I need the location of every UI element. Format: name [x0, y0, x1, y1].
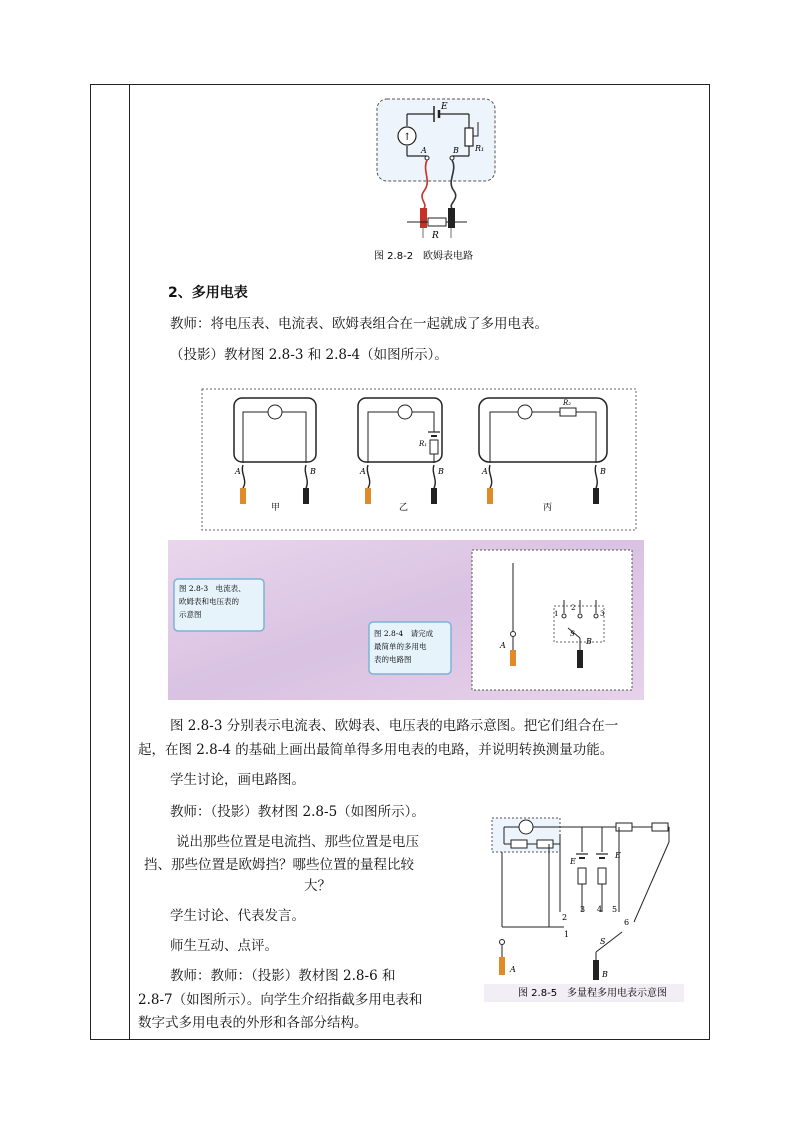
figure-ohmmeter-circuit	[372, 96, 500, 266]
paragraph: 教师：（投影）教材图 2.8-5（如图所示）。	[170, 804, 425, 820]
callout-3-line-3: 示意图	[179, 610, 202, 619]
callout-4-line-1: 图 2.8-4 请完成	[374, 629, 434, 638]
label-e: E	[441, 102, 448, 112]
callout-3-line-2: 欧姆表和电压表的	[179, 597, 239, 606]
paragraph: 学生讨论、代表发言。	[170, 908, 305, 924]
paragraph: 学生讨论，画电路图。	[170, 772, 305, 788]
paragraph: 数字式多用电表的外形和各部分结构。	[138, 1015, 368, 1031]
switch-label-2: 2	[571, 604, 576, 612]
figure-caption: 图 2.8-5 多量程多用电表示意图	[518, 988, 668, 999]
fig-4-terminal-a: A	[500, 641, 506, 650]
switch-label-1: 1	[554, 610, 559, 618]
paragraph: 起，在图 2.8-4 的基础上画出最简单得多用电表的电路，并说明转换测量功能。	[138, 742, 614, 758]
label-a: A	[421, 146, 427, 155]
callout-4-line-2: 最简单的多用电	[374, 642, 427, 651]
svg-text:↑: ↑	[403, 132, 412, 143]
label-e-1: E	[570, 857, 576, 866]
label-6: 6	[624, 918, 630, 927]
label-r2: R₂	[563, 399, 572, 407]
paragraph: 挡、那些位置是欧姆挡？哪些位置的量程比较	[144, 857, 414, 873]
paragraph: 师生互动、点评。	[170, 938, 278, 954]
label-r: R	[432, 231, 439, 241]
section-heading: 2、多用电表	[168, 285, 248, 301]
label-4: 4	[597, 905, 603, 914]
meter-schematics-diagram	[168, 388, 644, 700]
label-b: B	[453, 146, 459, 155]
callout-3-line-1: 图 2.8-3 电流表、	[179, 584, 246, 593]
label-2: 2	[562, 913, 568, 922]
switch-label-3: 3	[600, 610, 605, 618]
figure-caption: 图 2.8-2 欧姆表电路	[374, 251, 474, 262]
paragraph: 说出那些位置是电流挡、那些位置是电压	[176, 834, 419, 850]
ohmmeter-circuit-diagram	[372, 96, 500, 266]
column-divider	[129, 84, 130, 1040]
terminal-a-3: A	[482, 467, 488, 476]
paragraph: 大？	[304, 878, 331, 894]
figure-meter-schematics	[168, 388, 644, 700]
paragraph: （投影）教材图 2.8-3 和 2.8-4（如图所示）。	[170, 347, 448, 363]
label-a: A	[510, 965, 516, 974]
paragraph: 教师：教师：（投影）教材图 2.8-6 和	[170, 968, 396, 984]
paragraph: 图 2.8-3 分别表示电流表、欧姆表、电压表的电路示意图。把它们组合在一	[170, 718, 619, 734]
label-5: 5	[612, 905, 618, 914]
panel-label-1: 甲	[271, 503, 281, 513]
terminal-a-1: A	[235, 467, 241, 476]
label-1: 1	[564, 930, 570, 939]
label-s: S	[600, 937, 606, 946]
panel-label-3: 丙	[543, 503, 553, 513]
switch-label-s: S	[570, 630, 575, 638]
terminal-b-1: B	[310, 467, 316, 476]
label-3: 3	[580, 905, 586, 914]
label-e-2: E	[615, 851, 621, 860]
figure-multirange-meter	[484, 812, 684, 1002]
paragraph: 2.8-7（如图所示）。向学生介绍指截多用电表和	[138, 992, 423, 1008]
panel-label-2: 乙	[399, 503, 409, 513]
multirange-meter-diagram	[484, 812, 684, 1002]
terminal-a-2: A	[360, 467, 366, 476]
paragraph: 教师：将电压表、电流表、欧姆表组合在一起就成了多用电表。	[170, 316, 548, 332]
terminal-b-2: B	[438, 467, 444, 476]
fig-4-terminal-b: B	[586, 637, 592, 646]
callout-4-line-3: 表的电路图	[374, 655, 412, 664]
label-b: B	[602, 970, 608, 979]
terminal-b-3: B	[600, 467, 606, 476]
label-r1: R₁	[419, 440, 428, 448]
label-r1: R₁	[475, 144, 485, 153]
